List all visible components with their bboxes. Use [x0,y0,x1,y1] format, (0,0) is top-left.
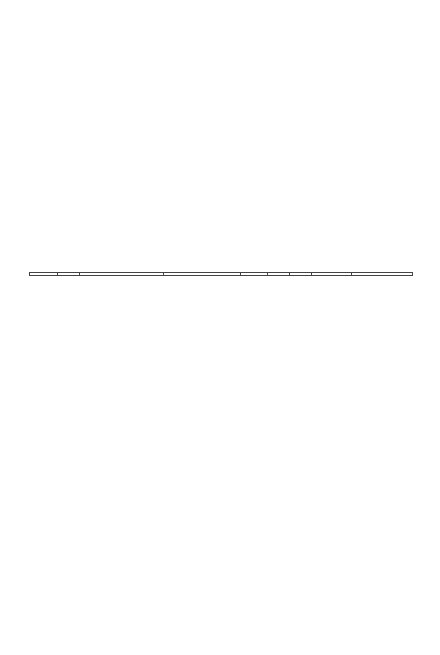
header-obverse [80,273,164,276]
header-no [30,273,58,276]
header-type [58,273,80,276]
coin-table-djuradj [29,272,413,276]
header-diameter [268,273,290,276]
header-reverse [164,273,241,276]
header-axis [290,273,312,276]
table-header-row [30,273,413,276]
header-weight [241,273,268,276]
header-collection [312,273,352,276]
header-reference [352,273,413,276]
